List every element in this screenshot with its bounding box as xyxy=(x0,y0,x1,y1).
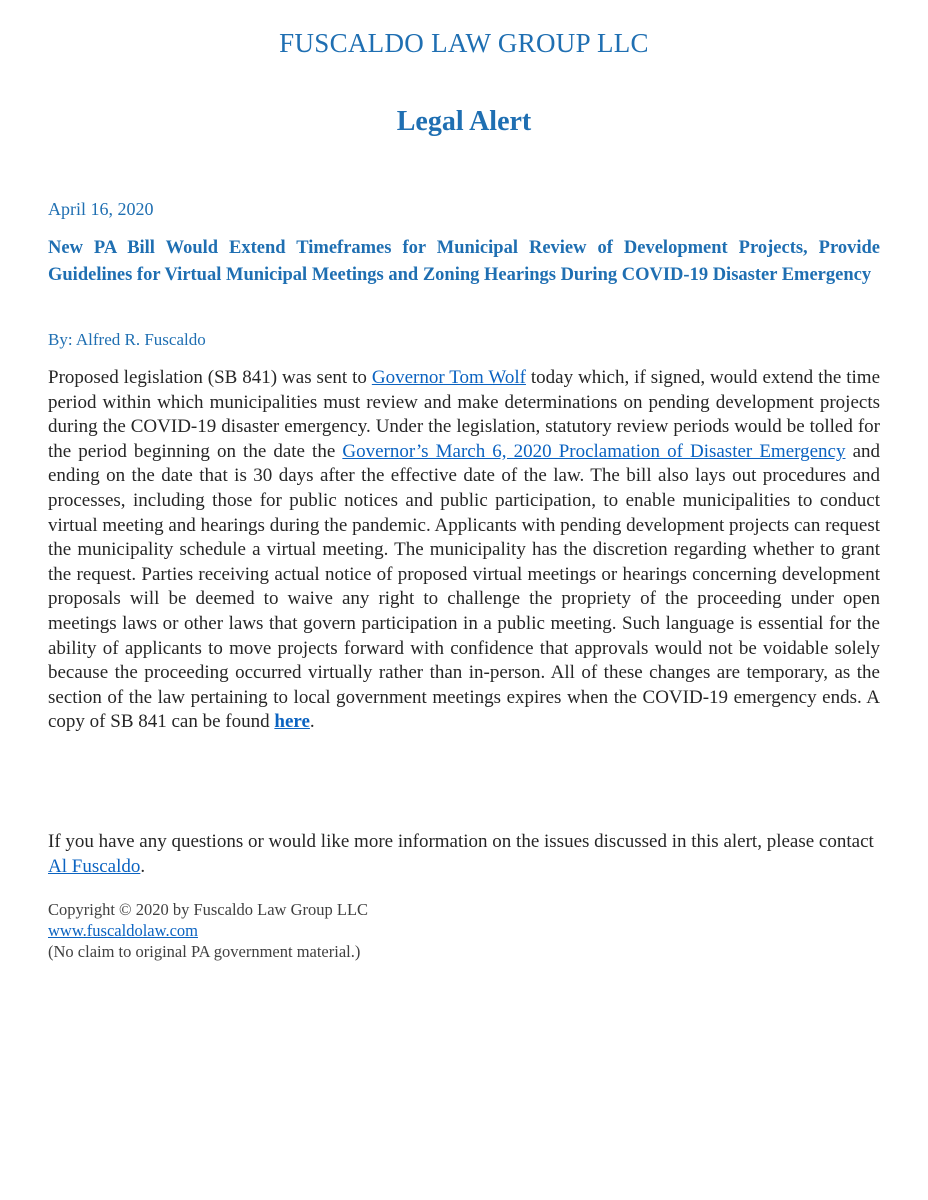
sb-841-here-link[interactable]: here xyxy=(274,711,310,733)
alert-headline: New PA Bill Would Extend Timeframes for Municipal Review of Development Projects, Provide Guidelines for Virtual Municipal Meetings and Zoning Hearings During COVID-19 Disaster Emergency xyxy=(48,238,880,285)
alert-date: April 16, 2020 xyxy=(48,199,154,219)
website-link[interactable]: www.fuscaldolaw.com xyxy=(48,921,198,940)
document-footer xyxy=(48,899,368,962)
body-text-segment: and ending on the date that is 30 days after the effective date of the law. The bill also lays out procedures and processes, including those for public notices and public participation, to enable municipalities to conduct virtual meeting and hearings during the pandemic. Applicants with pending development projects can request the municipality schedule a virtual meeting. The municipality has the discretion regarding whether to grant the request. Parties receiving actual notice of proposed virtual meetings or hearings concerning development proposals will be deemed to waive any right to challenge the propriety of the proceeding under open meetings laws or other laws that govern participation in a public meeting. Such language is essential for the ability of applicants to move projects forward with confidence that approvals would not be voidable solely because the proceeding occurred virtually rather than in-person. All of these changes are temporary, as the section of the law pertaining to local government meetings expires when the COVID-19 emergency ends. A copy of SB 841 can be found xyxy=(48,440,881,733)
disclaimer-note: (No claim to original PA government material.) xyxy=(48,942,361,961)
copyright-notice: Copyright © 2020 by Fuscaldo Law Group LLC xyxy=(48,900,369,919)
contact-text-segment: If you have any questions or would like more information on the issues discussed in this alert, please contact xyxy=(48,831,874,852)
body-text-segment: today which, if signed, would extend the time period within which municipalities must review and make determinations on pending development projects during the COVID-19 disaster emergency. Under the legislation, statutory review periods would be tolled for the period beginning on the date the xyxy=(48,367,881,462)
document-type-title: Legal Alert xyxy=(396,106,532,137)
contact-paragraph xyxy=(48,830,880,879)
proclamation-link[interactable]: Governor’s March 6, 2020 Proclamation of Disaster Emergency xyxy=(342,440,846,462)
contact-text-segment: . xyxy=(140,855,146,877)
governor-tom-wolf-link[interactable]: Governor Tom Wolf xyxy=(371,367,526,388)
alert-body-paragraph xyxy=(48,366,880,735)
firm-name: FUSCALDO LAW GROUP LLC xyxy=(279,28,649,58)
body-text-segment: Proposed legislation (SB 841) was sent to xyxy=(48,367,372,388)
al-fuscaldo-contact-link[interactable]: Al Fuscaldo xyxy=(48,855,141,877)
body-text-segment: . xyxy=(309,711,315,733)
author-byline: By: Alfred R. Fuscaldo xyxy=(48,330,206,349)
